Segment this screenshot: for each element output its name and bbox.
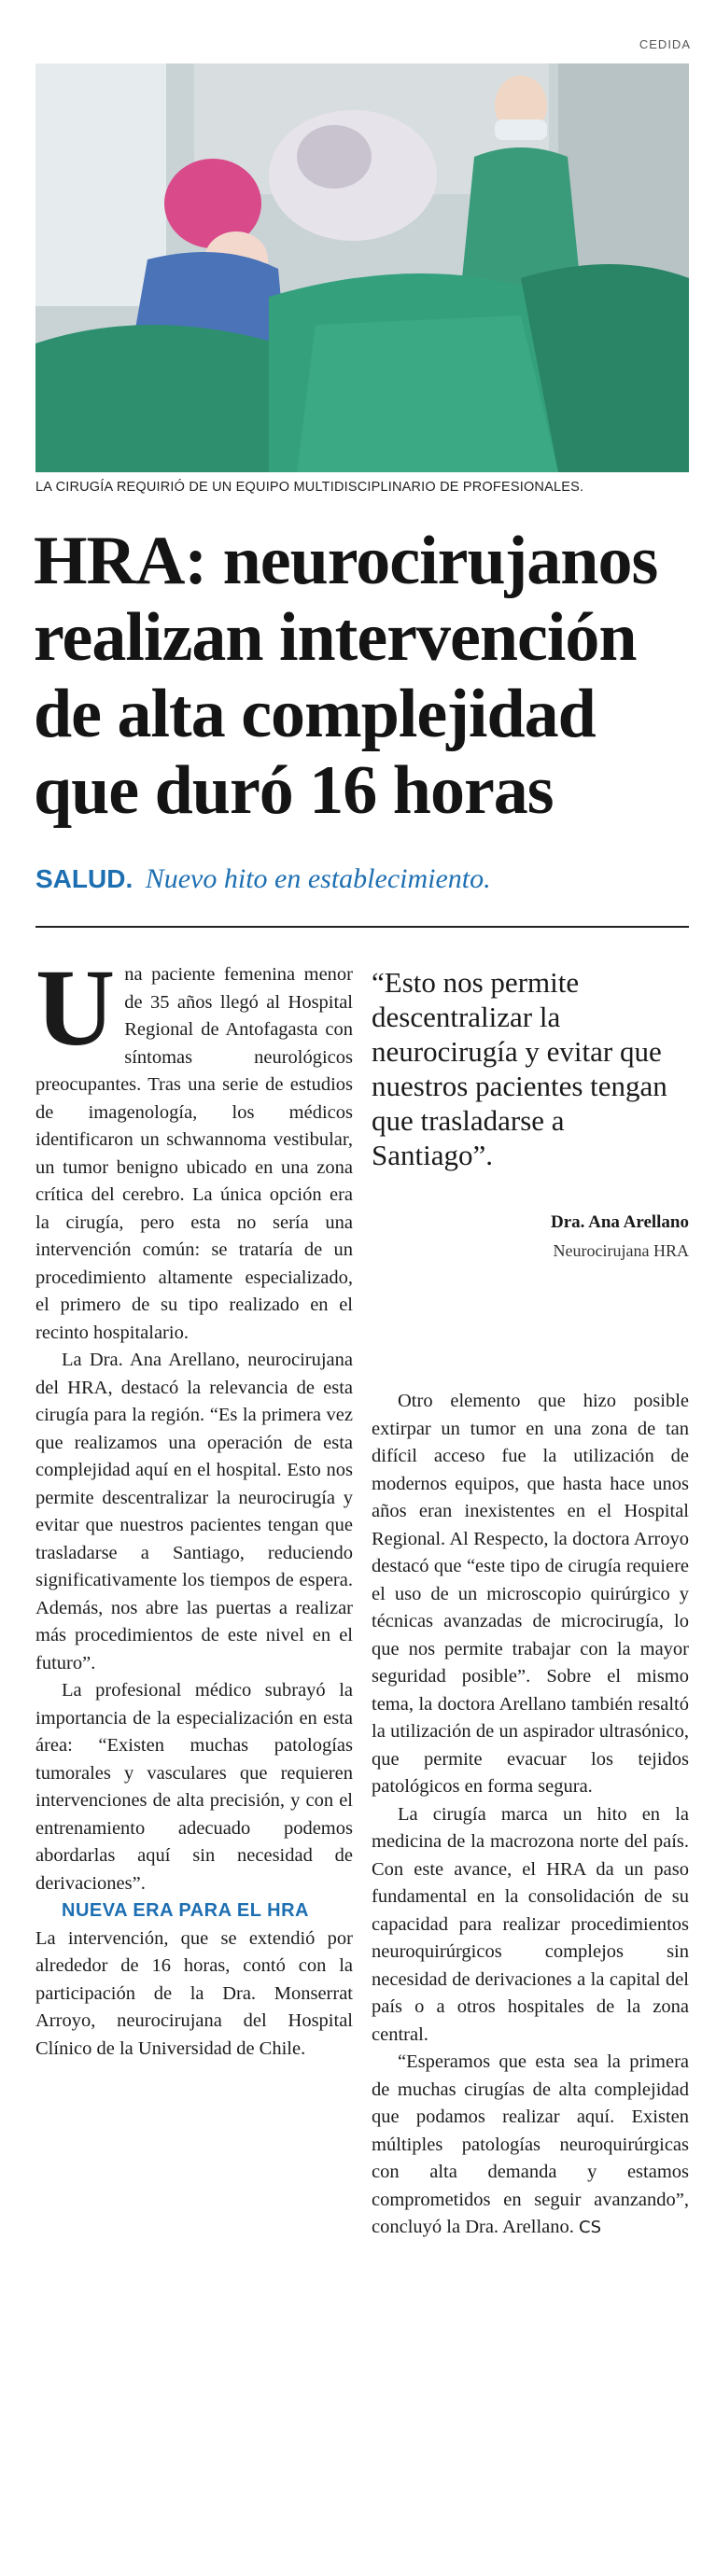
body-paragraph: La intervención, que se extendió por alrededor de 16 horas, contó con la participación de la Dra. Monserrat Arroyo, neurocirujana del Hospital Clínico de la Universidad de Chile.	[35, 1927, 353, 2059]
body-paragraph: La cirugía marca un hito en la medicina de la macrozona norte del país. Con este avance, el HRA da un paso fundamental en la consolidación de su capacidad para realizar procedimientos neuroquirúrgicos complejos sin necesidad de derivaciones a la capital del país o a otros hospitales de la zona central.	[372, 1803, 689, 2045]
pull-quote-author: Dra. Ana Arellano	[551, 1212, 689, 1232]
paragraph-text: “Esperamos que esta sea la primera de muchas cirugías de alta complejidad que podamos realizar aquí. Existen múltiples patologías neuroquirúrgicas con alta demanda y estamos comprometidos en seguir avanzando”, concluyó la Dra. Arellano.	[372, 2051, 689, 2237]
drop-cap: U	[35, 946, 116, 1069]
article-column-2	[372, 1388, 689, 2242]
body-paragraph: La Dra. Ana Arellano, neurocirujana del HRA, destacó la relevancia de esta cirugía para la región. “Es la primera vez que realizamos una operación de esta complejidad aquí en el hospital. Esto nos permite descentralizar la neurocirugía y evitar que nuestros pacientes tengan que trasladarse a Santiago, reduciendo significativamente los tiempos de espera. Además, nos abre las puertas a realizar más procedimientos de este nivel en el futuro”.	[35, 1350, 353, 1673]
article-column-1	[35, 946, 353, 2063]
surgery-photo-illustration	[35, 63, 689, 472]
headline: HRA: neurocirujanos realizan intervención de alta complejidad que duró 16 horas	[34, 523, 658, 829]
photo-credit: CEDIDA	[639, 37, 691, 51]
kicker-text: Nuevo hito en establecimiento.	[145, 863, 491, 894]
section-tag: SALUD.	[35, 864, 133, 893]
end-mark-icon: CS	[579, 2218, 602, 2237]
pull-quote-role: Neurocirujana HRA	[553, 1241, 689, 1260]
body-paragraph	[35, 946, 353, 1347]
body-paragraph: La profesional médico subrayó la importancia de la especialización en esta área: “Existen muchas patologías tumorales y vasculares que requieren intervenciones de alta precisión, y con el entrenamiento adecuado podemos abordarlas aquí sin necesidad de derivaciones”.	[35, 1680, 353, 1894]
paragraph-text: na paciente femenina menor de 35 años llegó al Hospital Regional de Antofagasta con síntomas neurológicos preocupantes. Tras una serie de estudios de imagenología, los médicos identificaron un schwannoma vestibular, un tumor benigno ubicado en una zona crítica del cerebro. La única opción era la cirugía, pero esta no sería una intervención común: se trataría de un procedimiento altamente especializado, el primero de su tipo realizado en el recinto hospitalario.	[35, 964, 353, 1343]
body-paragraph	[372, 2049, 689, 2242]
photo-caption: LA CIRUGÍA REQUIRIÓ DE UN EQUIPO MULTIDISCIPLINARIO DE PROFESIONALES.	[35, 480, 584, 495]
surgery-photo	[35, 63, 689, 472]
subheading: NUEVA ERA PARA EL HRA	[62, 1900, 309, 1921]
headline-divider	[35, 926, 689, 928]
pull-quote: “Esto nos permite descentralizar la neurocirugía y evitar que nuestros pacientes tengan que trasladarse a Santiago”.	[372, 966, 667, 1171]
section-kicker	[35, 863, 689, 895]
body-paragraph: Otro elemento que hizo posible extirpar un tumor en una zona de tan difícil acceso fue la utilización de modernos equipos, que hasta hace unos años eran inexistentes en el Hospital Regional. Al Respecto, la doctora Arroyo destacó que “este tipo de cirugía requiere el uso de un microscopio quirúrgico y técnicas avanzadas de microcirugía, lo que nos permite trabajar con la mayor seguridad posible”. Sobre el mismo tema, la doctora Arellano también resaltó la utilización de un aspirador ultrasónico, que permite evacuar los tejidos patológicos en forma segura.	[372, 1391, 689, 1797]
